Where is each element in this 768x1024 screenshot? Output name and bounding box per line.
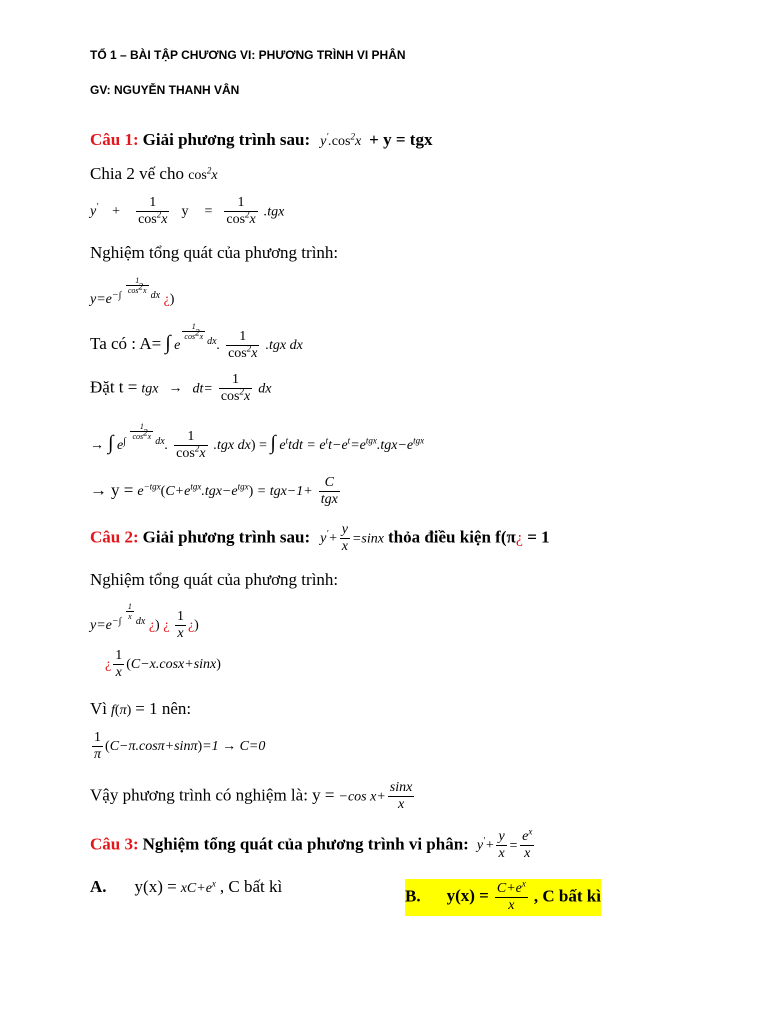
answer-b-label: B. [405,886,421,906]
question-2-text: Giải phương trình sau: [142,527,311,547]
question-1-text: Giải phương trình sau: [142,130,311,149]
q1-taco-text: Ta có : A= [90,334,162,354]
question-2-heading: Câu 2: Giải phương trình sau: y'+ $\frac{y}{x}$ =sinx thỏa điều kiện f(π¿ = 1 [90,522,550,555]
question-3-label: Câu 3: [90,834,139,854]
answer-b-text: y(x) = [446,886,489,906]
q2-condition-value: = 1 [522,527,550,547]
q1-final-solution: → $y = e^{-tgx}(C+e^{tgx}.tgx-e^{tgx}) = tgx-1+$ $\frac{C}{\text{tgx}}$ [90,475,338,508]
q1-dat-text: Đặt t = [90,377,138,397]
q2-conclusion: Vậy phương trình có nghiệm là: y = −cos x+ $\frac{\sin x}{x}$ [90,780,413,813]
q1-equation-divided: y' + $\frac{1}{\cos^2x}$ y = $\frac{1}{\cos^2x}$ .tgx [90,195,285,228]
q1-divide-line [90,164,218,184]
question-1-label: Câu 1: [90,130,139,149]
answer-a-text: y(x) = [134,877,177,896]
q1-equation-right: + y = tgx [369,130,433,149]
question-3-text: Nghiệm tổng quát của phương trình vi phân: [142,834,469,854]
q1-equation-left: $y'.\cos^2x$ [320,131,362,149]
q1-general-solution-label: Nghiệm tổng quát của phương trình: [90,243,339,262]
q2-solve-constant: $\frac{1}{\pi}$ (C−π.cosπ+sinπ)=1 → C=0 [94,730,266,763]
q1-integral-evaluation: → ∫ $e^{\int \frac{1}{\cos^2x} dx}$. $\frac{1}{\cos^2x}$ .tgx dx) = ∫ $e^ttdt = e^tt-e^t=e^{tgx}.tgx-e^{tgx}$ [90,422,425,461]
document-title: TỔ 1 – BÀI TẬP CHƯƠNG VI: PHƯƠNG TRÌNH VI PHÂN [90,48,406,62]
arrow-icon: → [90,438,104,454]
q2-vi-text: Vì [90,699,107,718]
question-1-heading [90,130,432,150]
q2-vi-eq-text: = 1 nên: [135,699,192,718]
q2-conclusion-text: Vậy phương trình có nghiệm là: y = [90,785,335,805]
answer-a-tail: , C bất kì [219,877,283,896]
answer-a[interactable]: A. $y(x) = xC+e^x$ , C bất kì [90,877,283,896]
arrow-icon: → [222,738,237,754]
question-2-label: Câu 2: [90,527,139,547]
answer-b[interactable]: B. y(x) = $\frac{C+e^x}{x}$ , C bất kì [405,879,601,916]
answer-a-label: A. [90,877,107,896]
q2-condition: thỏa điều kiện f( [387,527,507,547]
answer-b-tail: , C bất kì [533,886,601,906]
q1-substitution: Đặt t = tgx → dt= $\frac{1}{\cos^2x}$ dx [90,372,272,405]
q2-condition-line: Vì f(π) = 1 nên: [90,699,192,718]
q1-integral-a: Ta có : A= ∫ e $^{\frac{1}{\cos^2x} dx}$. $\frac{1}{\cos^2x}$ .tgx dx [90,322,303,361]
q2-general-solution-label: Nghiệm tổng quát của phương trình: [90,570,339,589]
q1-divide-text: Chia 2 vế cho [90,164,184,183]
q1-general-formula: $y=e^{-\int \frac{1}{\cos^2x} dx}$ ¿) [90,276,175,308]
q2-formula-step: ¿ $\frac{1}{x}$ (C−x.cosx+sinx) [105,648,221,681]
arrow-icon: → [168,381,183,397]
q1-divide-expr: $\cos^2x$ [188,165,218,183]
teacher-name: GV: NGUYỄN THANH VÂN [90,83,240,97]
question-3-heading: Câu 3: Nghiệm tổng quát của phương trình vi phân: y'+ $\frac{y}{x}$ = $\frac{e^x}{x}$ [90,826,533,862]
q2-general-formula: $y=e^{-\int \frac{1}{x} dx}$ ¿) ¿ $\frac{1}{x}$ ¿) [90,602,199,642]
arrow-icon: → [90,480,107,500]
